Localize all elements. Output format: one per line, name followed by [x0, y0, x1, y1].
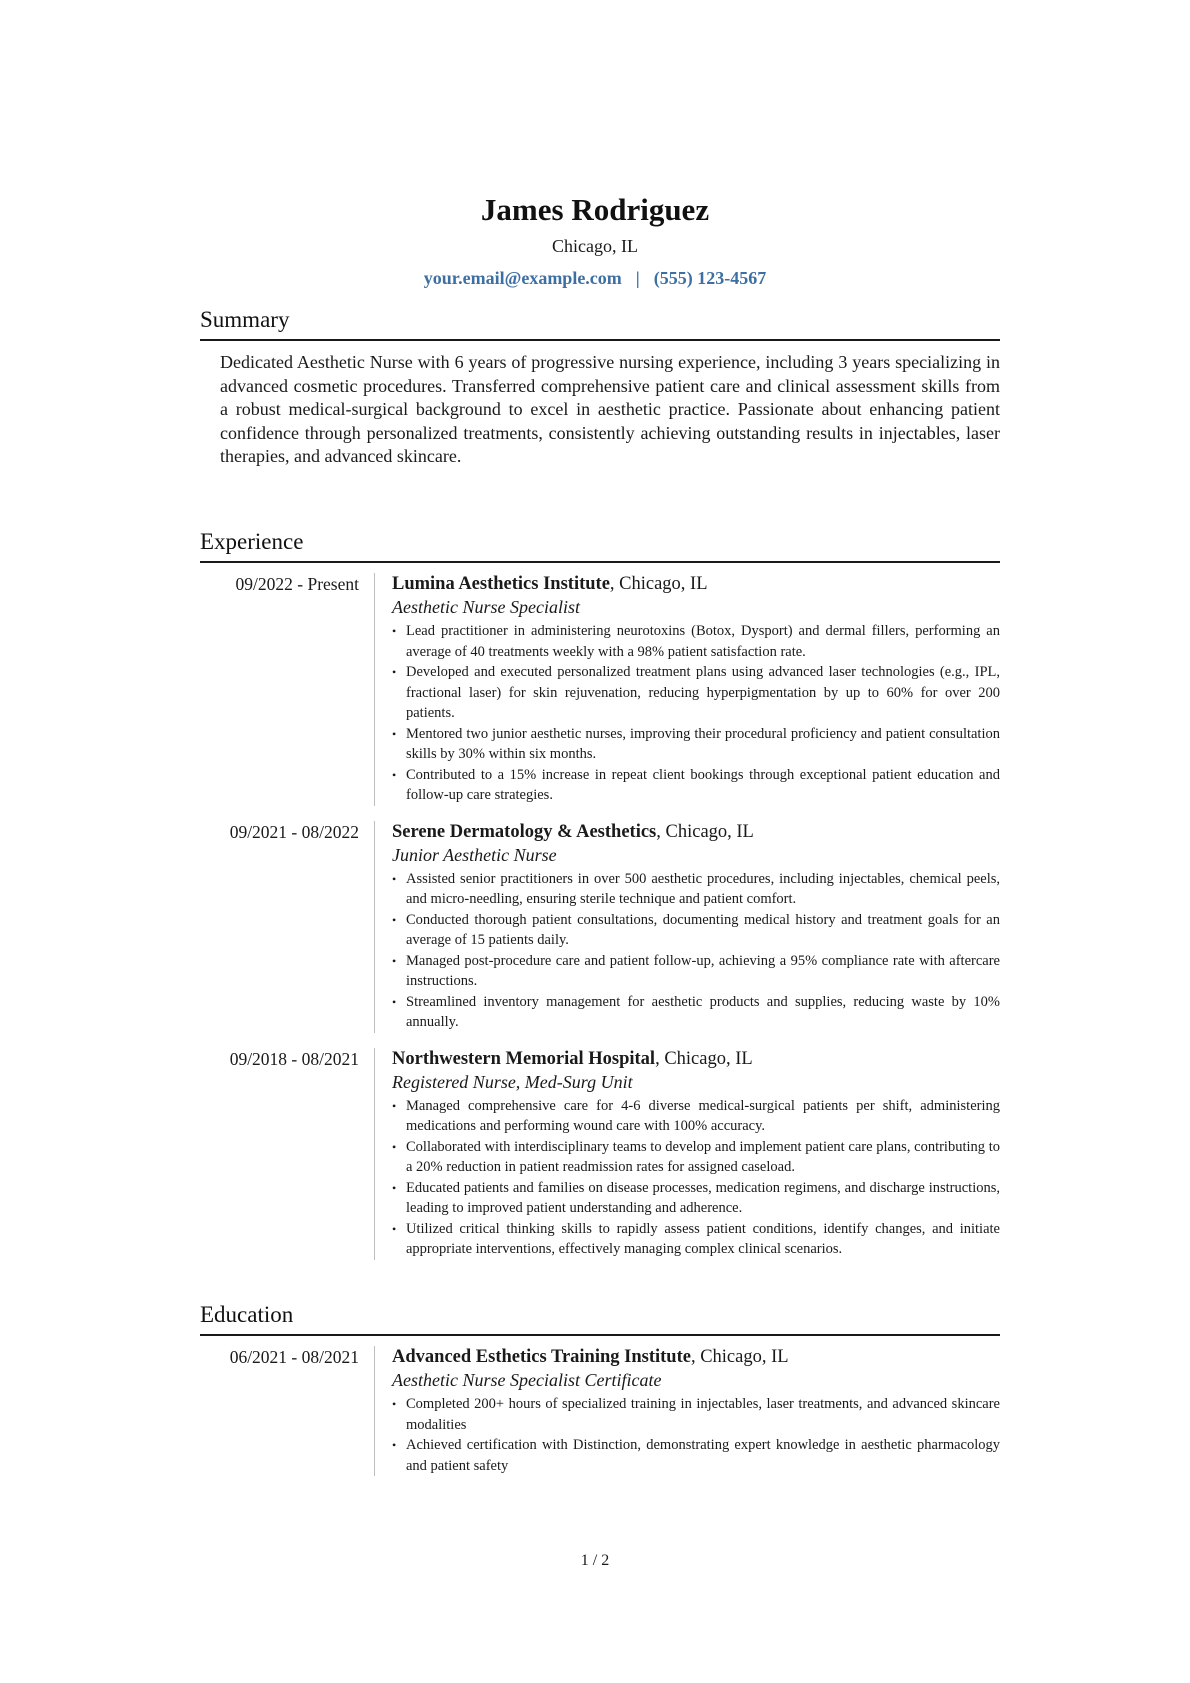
bullet-dot-icon: •	[392, 726, 397, 741]
bullet-dot-icon: •	[392, 953, 397, 968]
entry-item	[200, 1346, 1000, 1476]
bullet-text: Mentored two junior aesthetic nurses, improving their procedural proficiency and patient consultation skills by 30% within six months.	[406, 725, 1000, 762]
bullet-item	[392, 1178, 1000, 1219]
bullet-item	[392, 621, 1000, 662]
entry-body	[375, 1346, 1000, 1476]
candidate-location: Chicago, IL	[552, 236, 638, 256]
bullet-text: Developed and executed personalized treatment plans using advanced laser technologies (e.g., IPL, fractional laser) for skin rejuvenation, reducing hyperpigmentation by up to 60% for over 200 patients.	[406, 664, 1000, 721]
role-title: Aesthetic Nurse Specialist Certificate	[392, 1370, 662, 1390]
bullet-dot-icon: •	[392, 624, 397, 638]
bullet-item	[392, 1435, 1000, 1476]
experience-section	[200, 527, 1000, 1260]
bullet-dot-icon: •	[392, 1221, 397, 1236]
entry-body	[375, 821, 1000, 1033]
organization-location: , Chicago, IL	[609, 574, 708, 594]
contact-line	[0, 266, 1190, 290]
entry-heading	[392, 821, 1000, 844]
bullet-list	[392, 1394, 1000, 1476]
bullet-text: Streamlined inventory management for aesthetic products and supplies, reducing waste by 10% annually.	[406, 993, 1000, 1030]
email-link[interactable]: your.email@example.com	[423, 268, 622, 288]
bullet-dot-icon: •	[392, 994, 397, 1009]
bullet-item	[392, 662, 1000, 724]
bullet-text: Conducted thorough patient consultations, documenting medical history and treatment goals for an average of 15 patients daily.	[406, 911, 1000, 948]
bullet-item	[392, 869, 1000, 910]
bullet-dot-icon: •	[392, 1180, 397, 1195]
bullet-item	[392, 1096, 1000, 1137]
bullet-list	[392, 621, 1000, 806]
bullet-text: Educated patients and families on disease processes, medication regimens, and discharge instructions, leading to improved patient understanding and adherence.	[406, 1179, 1000, 1216]
entry-heading	[392, 573, 1000, 596]
role-title: Aesthetic Nurse Specialist	[392, 597, 580, 617]
organization-name: Advanced Esthetics Training Institute	[392, 1347, 691, 1367]
page-number: 1 / 2	[580, 1552, 610, 1569]
bullet-dot-icon: •	[392, 1098, 397, 1113]
role-title: Junior Aesthetic Nurse	[392, 844, 557, 865]
summary-text: Dedicated Aesthetic Nurse with 6 years of progressive nursing experience, including 3 years specializing in advanced cosmetic procedures. Transferred comprehensive patient care and clinical assessment skills from a robust medical-surgical background to excel in aesthetic practice. Passionate about enhancing patient confidence through personalized treatments, consistently achieving outstanding results in injectables, laser therapies, and advanced skincare.	[220, 352, 1000, 466]
bullet-dot-icon: •	[392, 1397, 397, 1411]
bullet-text: Completed 200+ hours of specialized training in injectables, laser treatments, and advanced skincare modalities	[406, 1396, 1000, 1433]
entry-heading	[392, 1346, 1000, 1369]
bullet-text: Utilized critical thinking skills to rapidly assess patient conditions, identify changes, and initiate appropriate interventions, effectively managing complex clinical scenarios.	[406, 1220, 1000, 1257]
experience-heading: Experience	[200, 527, 1000, 563]
bullet-text: Managed post-procedure care and patient follow-up, achieving a 95% compliance rate with aftercare instructions.	[406, 952, 1000, 989]
role-title: Registered Nurse, Med-Surg Unit	[392, 1071, 633, 1092]
bullet-dot-icon: •	[392, 1139, 397, 1154]
organization-location: , Chicago, IL	[690, 1347, 789, 1367]
organization-name: Lumina Aesthetics Institute	[392, 574, 610, 594]
bullet-item	[392, 1394, 1000, 1435]
bullet-dot-icon: •	[392, 912, 397, 927]
bullet-item	[392, 765, 1000, 806]
education-section	[200, 1300, 1000, 1476]
entry-body	[375, 1048, 1000, 1260]
summary-heading: Summary	[200, 305, 1000, 341]
bullet-dot-icon: •	[392, 665, 397, 679]
bullet-dot-icon: •	[392, 1438, 397, 1452]
entry-item	[200, 573, 1000, 806]
bullet-item	[392, 992, 1000, 1033]
education-list	[200, 1346, 1000, 1476]
candidate-name: James Rodriguez	[480, 192, 710, 227]
bullet-text: Contributed to a 15% increase in repeat client bookings through exceptional patient education and follow-up care strategies.	[406, 766, 1000, 803]
entry-item	[200, 1048, 1000, 1260]
bullet-dot-icon: •	[392, 871, 397, 886]
summary-section	[200, 305, 1000, 469]
bullet-list	[392, 869, 1000, 1033]
entry-date: 06/2021 - 08/2021	[200, 1346, 375, 1476]
bullet-text: Collaborated with interdisciplinary teams to develop and implement patient care plans, contributing to a 20% reduction in patient readmission rates for assigned caseload.	[406, 1138, 1000, 1175]
bullet-item	[392, 724, 1000, 765]
phone-link[interactable]: (555) 123-4567	[653, 268, 767, 288]
entry-heading	[392, 1048, 1000, 1071]
bullet-text: Assisted senior practitioners in over 500 aesthetic procedures, including injectables, chemical peels, and micro-needling, ensuring sterile technique and patient comfort.	[406, 870, 1000, 907]
bullet-text: Achieved certification with Distinction, demonstrating expert knowledge in aesthetic pharmacology and patient safety	[406, 1437, 1000, 1474]
experience-list	[200, 573, 1000, 1260]
bullet-item	[392, 1219, 1000, 1260]
bullet-item	[392, 1137, 1000, 1178]
entry-date: 09/2021 - 08/2022	[200, 821, 375, 1033]
resume-header	[0, 190, 1190, 290]
bullet-text: Managed comprehensive care for 4-6 diverse medical-surgical patients per shift, administering medications and performing wound care with 100% accuracy.	[406, 1097, 1000, 1134]
entry-body	[375, 573, 1000, 806]
organization-location: , Chicago, IL	[655, 1048, 753, 1069]
bullet-dot-icon: •	[392, 767, 397, 782]
entry-date: 09/2022 - Present	[200, 573, 375, 806]
contact-separator: |	[635, 268, 640, 288]
entry-item	[200, 821, 1000, 1033]
bullet-item	[392, 951, 1000, 992]
organization-name: Serene Dermatology & Aesthetics	[392, 821, 657, 842]
education-heading: Education	[200, 1300, 1000, 1336]
organization-name: Northwestern Memorial Hospital	[392, 1048, 656, 1069]
organization-location: , Chicago, IL	[656, 821, 754, 842]
bullet-item	[392, 910, 1000, 951]
bullet-list	[392, 1096, 1000, 1260]
bullet-text: Lead practitioner in administering neurotoxins (Botox, Dysport) and dermal fillers, performing an average of 40 treatments weekly with a 98% patient satisfaction rate.	[406, 623, 1000, 660]
entry-date: 09/2018 - 08/2021	[200, 1048, 375, 1260]
